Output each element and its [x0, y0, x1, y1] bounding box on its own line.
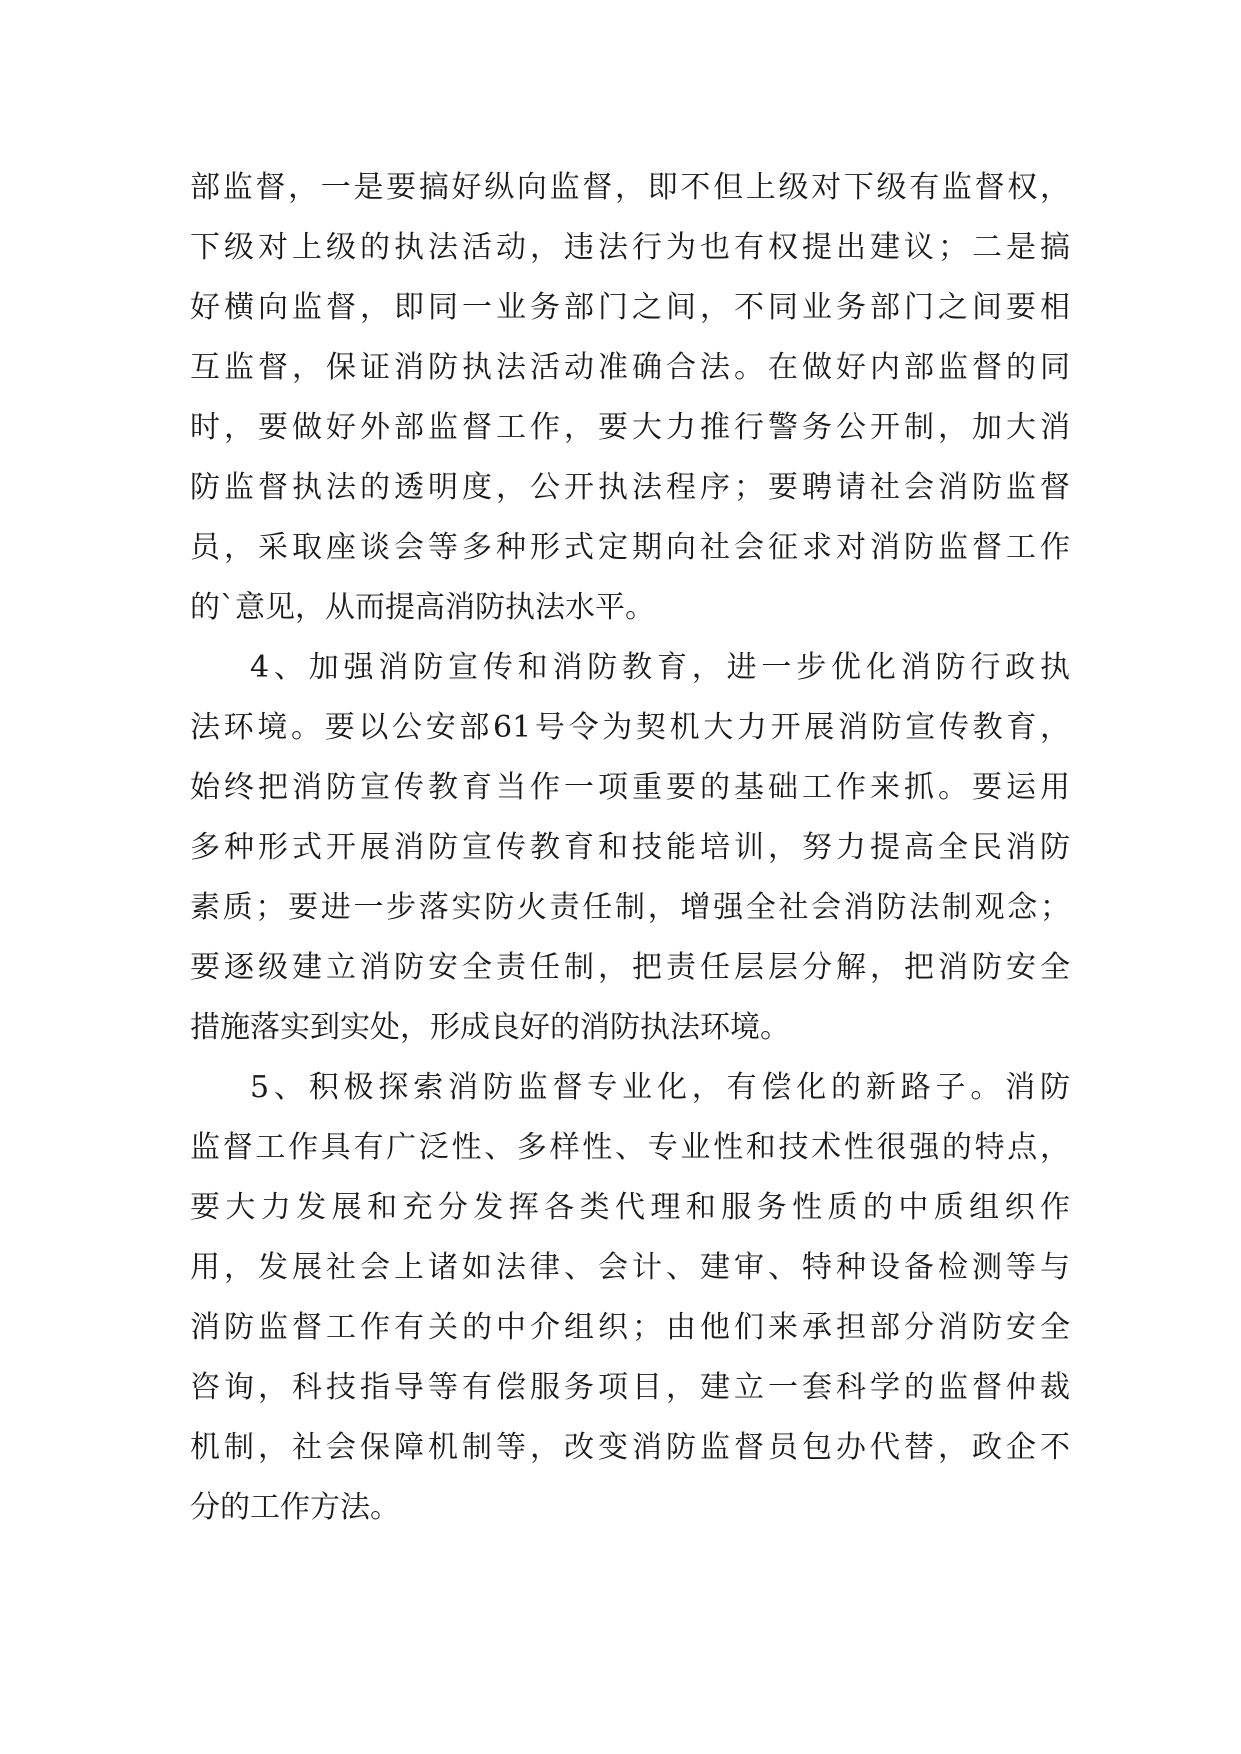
body-text: [190, 158, 1070, 1538]
text-line: 咨询，科技指导等有偿服务项目，建立一套科学的监督仲裁: [190, 1370, 1070, 1405]
text-line: 素质；要进一步落实防火责任制，增强全社会消防法制观念；: [190, 890, 1070, 925]
text-line: 防监督执法的透明度，公开执法程序；要聘请社会消防监督: [190, 470, 1070, 505]
text-line: 4、加强消防宣传和消防教育，进一步优化消防行政执: [250, 650, 1070, 685]
text-line: 机制，社会保障机制等，改变消防监督员包办代替，政企不: [190, 1430, 1070, 1465]
text-line: 监督工作具有广泛性、多样性、专业性和技术性很强的特点，: [190, 1130, 1070, 1165]
text-line: 下级对上级的执法活动，违法行为也有权提出建议；二是搞: [190, 230, 1070, 265]
paragraph: [190, 158, 1070, 638]
text-line: 的`意见，从而提高消防执法水平。: [190, 590, 655, 625]
text-line: 始终把消防宣传教育当作一项重要的基础工作来抓。要运用: [190, 770, 1070, 805]
text-line: 用，发展社会上诸如法律、会计、建审、特种设备检测等与: [190, 1250, 1070, 1285]
text-line: 措施落实到实处，形成良好的消防执法环境。: [190, 1010, 790, 1045]
text-line: 要大力发展和充分发挥各类代理和服务性质的中质组织作: [190, 1190, 1070, 1225]
text-line: 分的工作方法。: [190, 1490, 400, 1525]
text-line: 消防监督工作有关的中介组织；由他们来承担部分消防安全: [190, 1310, 1070, 1345]
text-line: 5、积极探索消防监督专业化，有偿化的新路子。消防: [250, 1070, 1070, 1105]
paragraph: [190, 638, 1070, 1058]
text-line: 互监督，保证消防执法活动准确合法。在做好内部监督的同: [190, 350, 1070, 385]
paragraph: [190, 1058, 1070, 1538]
text-line: 部监督，一是要搞好纵向监督，即不但上级对下级有监督权，: [190, 170, 1070, 205]
text-line: 员，采取座谈会等多种形式定期向社会征求对消防监督工作: [190, 530, 1070, 565]
text-line: 法环境。要以公安部61号令为契机大力开展消防宣传教育，: [190, 710, 1070, 745]
text-line: 多种形式开展消防宣传教育和技能培训，努力提高全民消防: [190, 830, 1070, 865]
text-line: 要逐级建立消防安全责任制，把责任层层分解，把消防安全: [190, 950, 1070, 985]
text-line: 好横向监督，即同一业务部门之间，不同业务部门之间要相: [190, 290, 1070, 325]
text-line: 时，要做好外部监督工作，要大力推行警务公开制，加大消: [190, 410, 1070, 445]
